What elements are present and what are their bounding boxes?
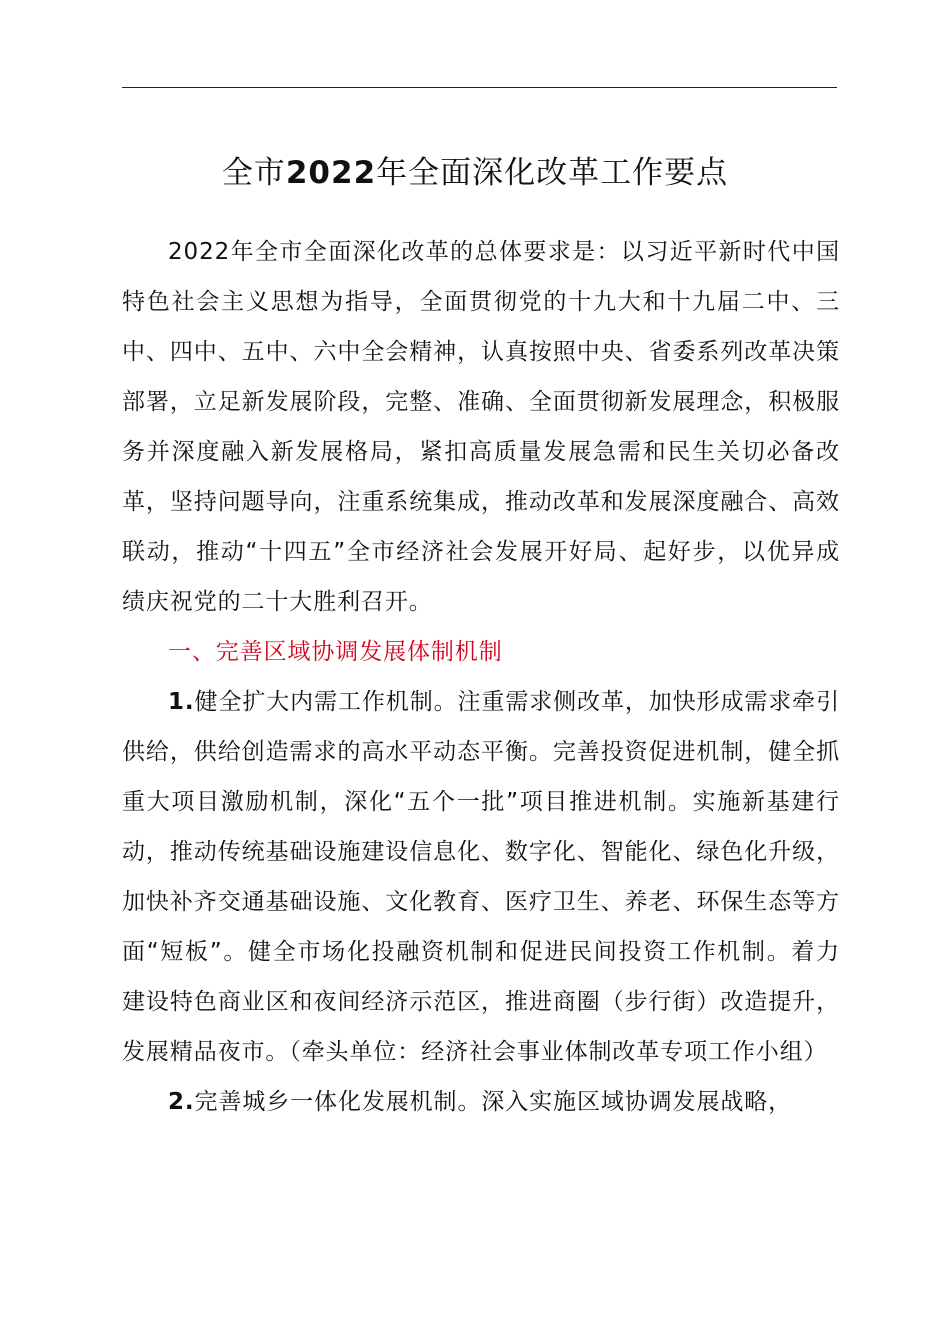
item-2-text: 完善城乡一体化发展机制。深入实施区域协调发展战略，	[194, 1089, 793, 1115]
item-1-paragraph	[122, 677, 840, 1077]
title-prefix: 全市	[221, 155, 286, 191]
item-1-number: 1.	[168, 689, 195, 715]
item-2-number: 2.	[168, 1089, 195, 1115]
item-1-text: 健全扩大内需工作机制。注重需求侧改革，加快形成需求牵引供给，供给创造需求的高水平动态平衡。完善投资促进机制，健全抓重大项目激励机制，深化“五个一批”项目推进机制。实施新基建行动，推动传统基础设施建设信息化、数字化、智能化、绿色化升级，加快补齐交通基础设施、文化教育、医疗卫生、养老、环保生态等方面“短板”。健全市场化投融资机制和促进民间投资工作机制。着力建设特色商业区和夜间经济示范区，推进商圈（步行街）改造提升，发展精品夜市。（牵头单位：经济社会事业体制改革专项工作小组）	[122, 689, 840, 1065]
document-body	[122, 227, 840, 1127]
title-suffix: 年全面深化改革工作要点	[376, 155, 729, 191]
header-rule	[122, 87, 837, 88]
intro-paragraph: 2022年全市全面深化改革的总体要求是：以习近平新时代中国特色社会主义思想为指导，全面贯彻党的十九大和十九届二中、三中、四中、五中、六中全会精神，认真按照中央、省委系列改革决策部署，立足新发展阶段，完整、准确、全面贯彻新发展理念，积极服务并深度融入新发展格局，紧扣高质量发展急需和民生关切必备改革，坚持问题导向，注重系统集成，推动改革和发展深度融合、高效联动，推动“十四五”全市经济社会发展开好局、起好步，以优异成绩庆祝党的二十大胜利召开。	[122, 239, 840, 615]
title-year: 2022	[285, 155, 377, 191]
document-title	[0, 151, 950, 195]
section-heading: 一、完善区域协调发展体制机制	[168, 639, 503, 665]
item-2-paragraph	[122, 1077, 840, 1127]
